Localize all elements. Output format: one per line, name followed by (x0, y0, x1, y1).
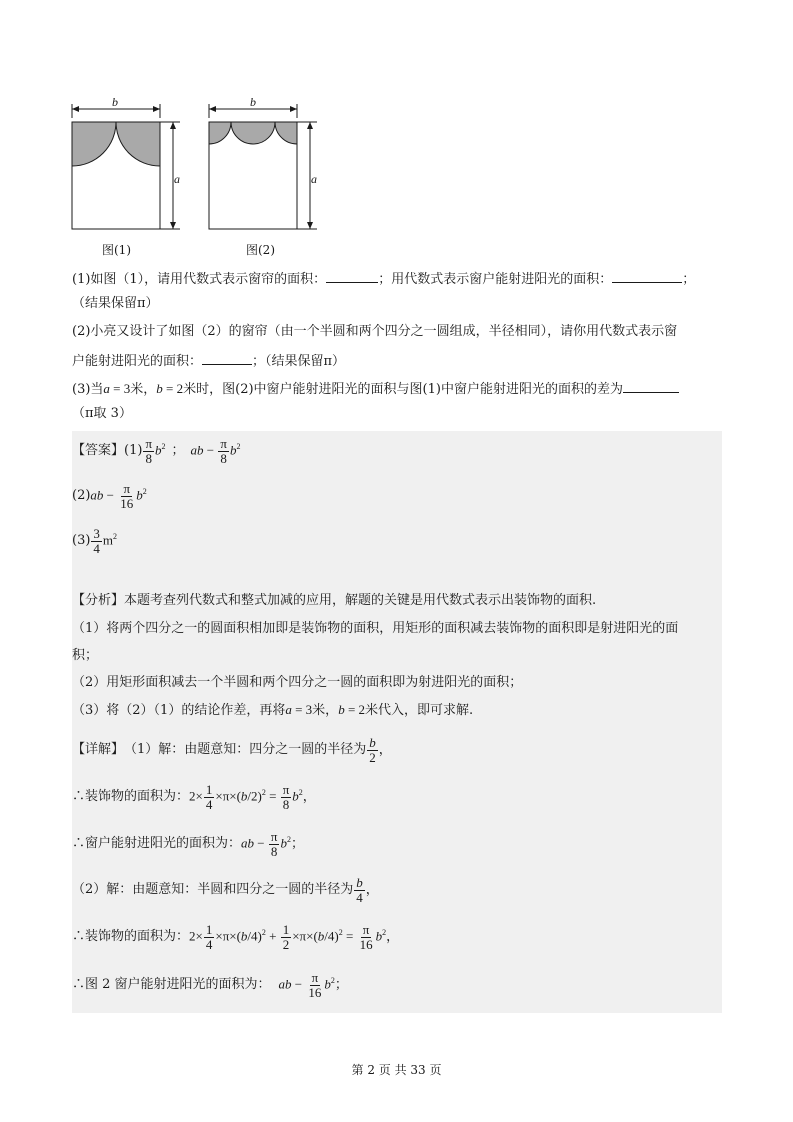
fig2-b-label: b (250, 95, 256, 109)
fig1-a-label: a (174, 172, 180, 186)
question-1-note: （结果保留π） (72, 296, 159, 311)
analysis-line-5: （3）将（2）（1）的结论作差，再将a = 3米，b = 2米代入，即可求解. (72, 702, 474, 718)
analysis-line-3: 积； (72, 648, 99, 663)
answer-line-2: (2) ab − $\frac{\pi}{16}$ $b^2$ (72, 480, 147, 511)
question-2-line1: (2)小亮又设计了如图（2）的窗帘（由一个半圆和两个四分之一圆组成，半径相同），请你用代数式表示窗 (72, 324, 678, 339)
detail-line-4: （2）解：由题意知：半圆和四分之一圆的半径为 $\frac{b}{4}$ ， (72, 874, 379, 905)
question-3-note: （π取 3） (72, 406, 132, 421)
fig2-a-label: a (311, 172, 317, 186)
page-footer: 第 2 页 共 33 页 (351, 1063, 442, 1077)
analysis-line-1: 【分析】本题考查列代数式和整式加减的应用，解题的关键是用代数式表示出装饰物的面积. (72, 593, 597, 608)
question-3: (3)当a = 3米，b = 2米时，图(2)中窗户能射进阳光的面积与图(1)中窗户能射进阳光的面积的差为 (72, 378, 679, 400)
analysis-line-2: （1）将两个四分之一的圆面积相加即是装饰物的面积，用矩形的面积减去装饰物的面积即是射进阳光的面 (72, 621, 679, 636)
question-1: (1)如图（1），请用代数式表示窗帘的面积： ；用代数式表示窗户能射进阳光的面积： ； (72, 268, 695, 290)
fig2-caption: 图(2) (246, 243, 275, 257)
fig1-b-label: b (112, 95, 118, 109)
analysis-line-4: （2）用矩形面积减去一个半圆和两个四分之一圆的面积即为射进阳光的面积； (72, 675, 523, 690)
question-2-line2: 户能射进阳光的面积： ；（结果保留π） (72, 350, 345, 372)
answer-line-3: (3) $\frac{3}{4}$ $m^2$ (72, 525, 118, 556)
fig1-caption: 图(1) (102, 243, 131, 257)
answer-line-1: 【答案】 (1) $\frac{\pi}{8}$ $b^2$ ； ab − $\frac{\pi}{8}$ $b^2$ (72, 435, 241, 466)
detail-line-5: ∴装饰物的面积为： 2× $\frac{1}{4}$ $\times\pi\times(b/4)^2$ + $\frac{1}{2}$ $\times\pi\times(b/4)^2$ = $\frac{\pi}{16}$ $b^2$， (72, 921, 400, 952)
detail-line-3: ∴窗户能射进阳光的面积为： ab − $\frac{\pi}{8}$ $b^2$； (72, 828, 304, 859)
detail-line-6: ∴图 2 窗户能射进阳光的面积为： ab − $\frac{\pi}{16}$ $b^2$； (72, 969, 348, 1000)
detail-line-2: ∴装饰物的面积为： 2× $\frac{1}{4}$ $\times\pi\times(b/2)^2$ = $\frac{\pi}{8}$ $b^2$， (72, 781, 316, 812)
detail-line-1: 【详解】 （1）解：由题意知：四分之一圆的半径为 $\frac{b}{2}$ ， (72, 734, 392, 765)
